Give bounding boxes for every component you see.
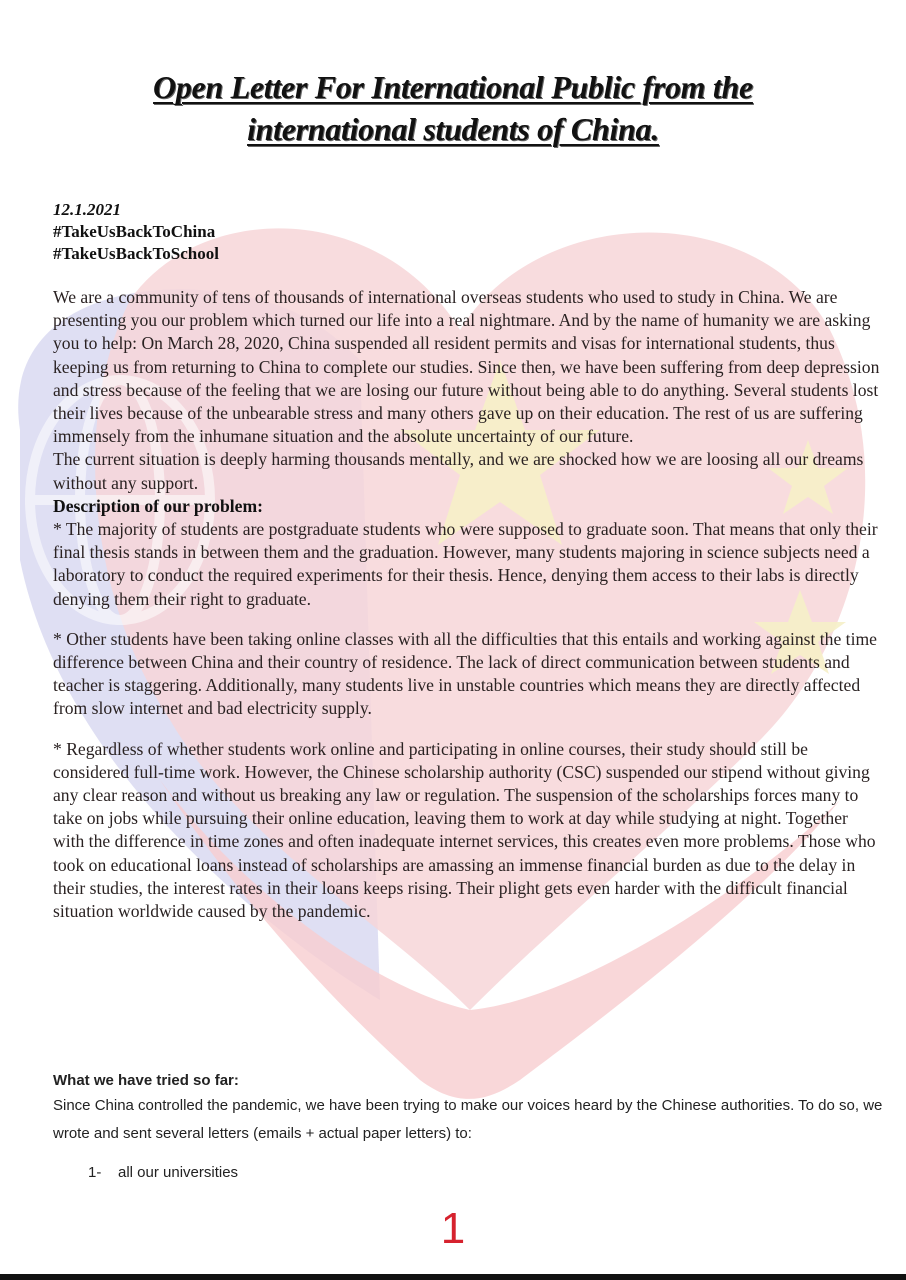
problem-point: * The majority of students are postgraduate students who were supposed to graduate soon. That means that only their final thesis stands in between them and the graduation. However, many students majoring in science subjects need a laboratory to conduct the required experiments for their thesis. Hence, denying them access to their labs is directly denying them their right to graduate.	[53, 519, 878, 609]
tried-paragraph: Since China controlled the pandemic, we have been trying to make our voices heard by the Chinese authorities. To do so, we wrote and sent several letters (emails + actual paper letters) to:	[53, 1097, 883, 1142]
page-number: 1	[440, 1204, 466, 1253]
letter-date: 12.1.2021	[53, 200, 121, 219]
problem-heading: Description of our problem:	[53, 495, 263, 516]
list-item-number: 1-	[88, 1164, 102, 1181]
bottom-border	[0, 1274, 906, 1280]
problem-point: * Regardless of whether students work online and participating in online courses, their study should still be considered full-time work. However, the Chinese scholarship authority (CSC) suspended our stipend without giving any clear reason and without us breaking any law or regulation. The suspension of the scholarships forces many to take on jobs while pursuing their online education, leaving them to work at day while studying at night. Together with the difference in time zones and often inadequate internet services, this creates even more problems. Those who took on educational loans instead of scholarships are amassing an immense financial burden as due to the delay in their studies, the interest rates in their loans keeps rising. Their plight gets even harder with the difficult financial situation worldwide caused by the pandemic.	[53, 738, 876, 922]
problem-point: * Other students have been taking online classes with all the difficulties that this entails and working against the time difference between China and their country of residence. The lack of direct communication between students and teacher is staggering. Additionally, many students live in unstable countries which means they are directly affected from slow internet and bad electricity supply.	[53, 628, 877, 719]
title-line-1: Open Letter For International Public from the	[153, 69, 753, 105]
intro-paragraph: We are a community of tens of thousands of international overseas students who used to study in China. We are presenting you our problem which turned our life into a real nightmare. And by the name of humanity we are asking you to help: On March 28, 2020, China suspended all resident permits and visas for international students, thus keeping us from returning to China to complete our studies. Since then, we have been suffering from deep depression and stress because of the feeling that we are losing our future without being able to do anything. Several students lost their lives because of the unbearable stress and many others gave up on their education. The rest of us are suffering immensely from the inhumane situation and the absolute uncertainty of our future.	[53, 287, 880, 447]
list-item-text: all our universities	[118, 1164, 239, 1181]
list-item	[88, 1164, 238, 1181]
tried-heading: What we have tried so far:	[53, 1072, 239, 1089]
document-title	[60, 66, 846, 150]
letter-meta	[53, 199, 219, 265]
intro-paragraph-2: The current situation is deeply harming thousands mentally, and we are shocked how we are loosing all our dreams without any support.	[53, 449, 864, 493]
title-line-2: international students of China.	[247, 111, 659, 147]
letter-body	[53, 286, 883, 923]
hashtag: #TakeUsBackToChina	[53, 222, 216, 241]
hashtag: #TakeUsBackToSchool	[53, 244, 219, 263]
